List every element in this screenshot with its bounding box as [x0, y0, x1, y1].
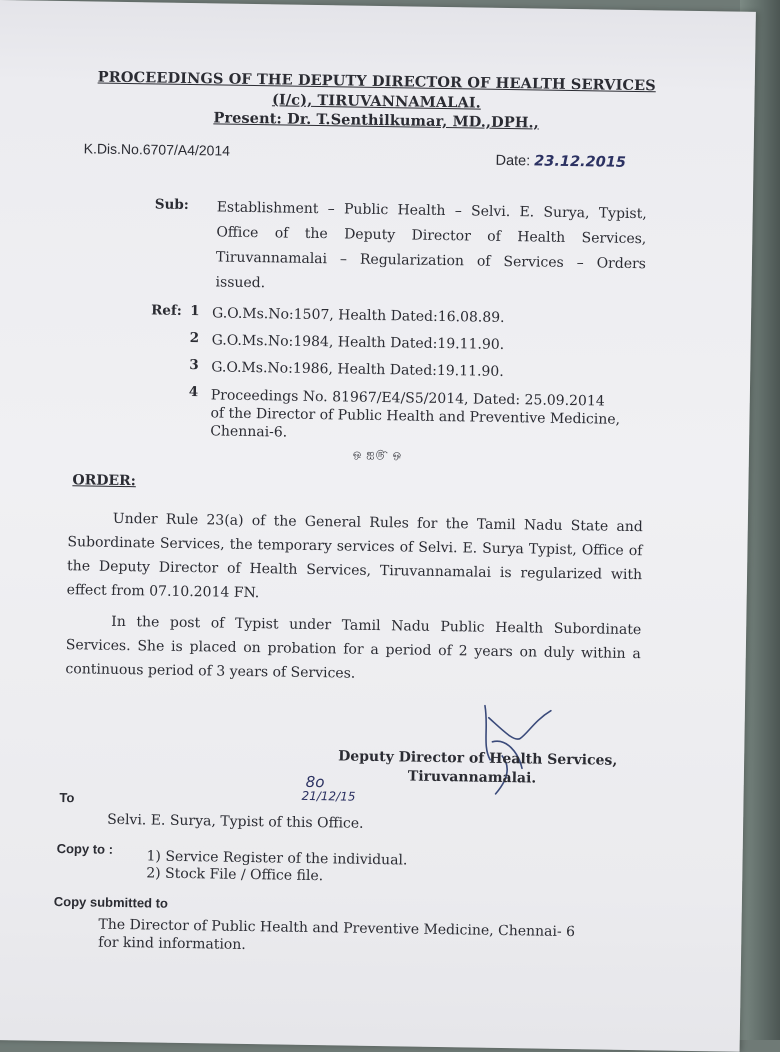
copy-submitted-label: Copy submitted to — [53, 893, 169, 911]
to-label: To — [59, 790, 75, 806]
references-label: Ref: — [151, 302, 182, 319]
copy-to-item-1: 1) Service Register of the individual. — [146, 848, 408, 869]
header-title: PROCEEDINGS OF THE DEPUTY DIRECTOR OF HEALTH SERVICES — [97, 68, 656, 95]
subject-text: Establishment – Public Health – Selvi. E. Surya, Typist, Office of the Deputy Director of Health Services, Tiruvannamalai – Regularization of Services – Orders issued. — [215, 199, 647, 292]
order-paragraph-2: In the post of Typist under Tamil Nadu Public Health Subordinate Services. She is placed on probation for a period of 2 years on duly within a continuous period of 3 years of Services. — [65, 613, 642, 682]
date-line — [495, 153, 626, 171]
copy-to-item-2: 2) Stock File / Office file. — [146, 865, 324, 885]
subject-label: Sub: — [154, 196, 189, 213]
copy-to-label: Copy to : — [56, 840, 114, 857]
order-heading: ORDER: — [72, 472, 137, 490]
header-office: (I/c), TIRUVANNAMALAI. — [271, 91, 482, 112]
initials-mark — [301, 772, 356, 804]
order-paragraph-1: Under Rule 23(a) of the General Rules for the Tamil Nadu State and Subordinate Services, the temporary services of Selvi. E. Surya Typist, Office of the Deputy Director of Health Services, Tiruvannamalai is regularized with effect from 07.10.2014 FN. — [66, 510, 643, 602]
ref-1-text: G.O.Ms.No:1507, Health Dated:16.08.89. — [211, 305, 505, 326]
signatory-title: Deputy Director of Health Services, — [338, 748, 618, 769]
ref-4-line1: Proceedings No. 81967/E4/S5/2014, Dated: 25.09.2014 — [210, 387, 605, 410]
ref-1-number: 1 — [190, 303, 200, 320]
ref-4-number: 4 — [188, 384, 199, 401]
date-value: 23.12.2015 — [534, 153, 627, 171]
signatory-place: Tiruvannamalai. — [407, 768, 537, 787]
initials-date: 21/12/15 — [301, 788, 356, 804]
reference-number: K.Dis.No.6707/A4/2014 — [83, 140, 231, 159]
to-recipient: Selvi. E. Surya, Typist of this Office. — [107, 811, 364, 832]
tamil-mark: ஒ ஐ௹ ஒ — [352, 448, 403, 461]
ref-2-number: 2 — [189, 330, 200, 347]
copy-submitted-line2: for kind information. — [98, 934, 246, 953]
ref-3-text: G.O.Ms.No:1986, Health Dated:19.11.90. — [211, 359, 504, 380]
header-present: Present: Dr. T.Senthilkumar, MD.,DPH., — [213, 109, 540, 132]
ref-4-line2: of the Director of Public Health and Preventive Medicine, — [210, 405, 621, 428]
copy-submitted-line1: The Director of Public Health and Preventive Medicine, Chennai- 6 — [98, 916, 576, 941]
ref-3-number: 3 — [189, 357, 199, 374]
ref-4-line3: Chennai-6. — [210, 423, 288, 441]
initials-sign: 8o — [305, 772, 325, 792]
date-label: Date: — [495, 152, 531, 170]
ref-2-text: G.O.Ms.No:1984, Health Dated:19.11.90. — [211, 332, 505, 353]
